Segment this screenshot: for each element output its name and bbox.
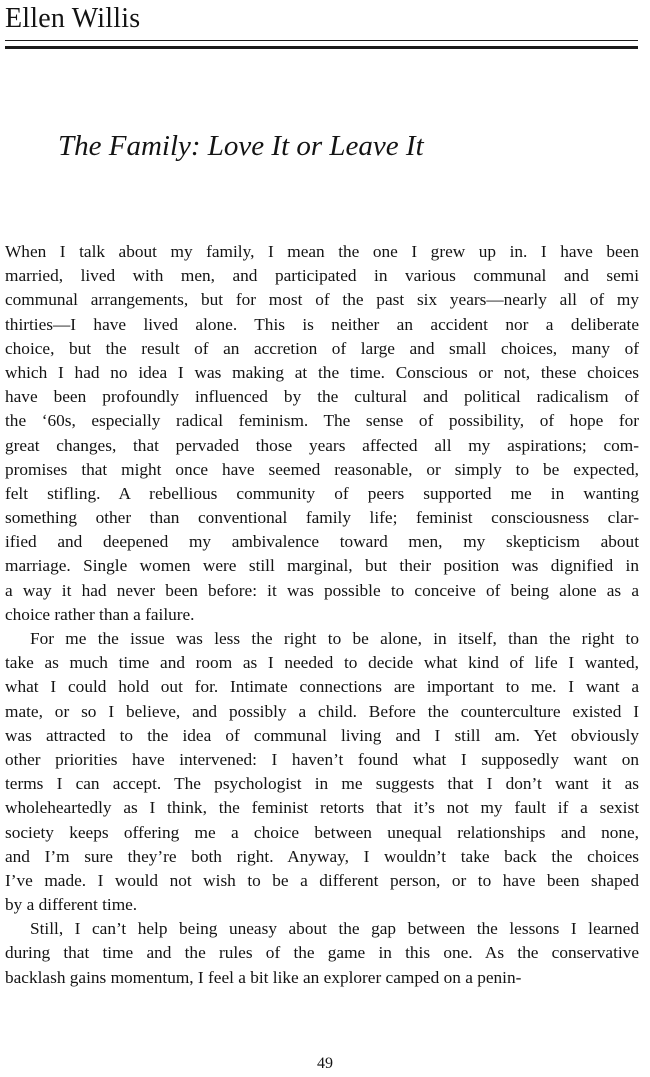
text-line: great changes, that pervaded those years affected all my aspirations; com- [5, 435, 639, 455]
text-line: backlash gains momentum, I feel a bit like an explorer camped on a penin- [5, 967, 522, 987]
running-head: Ellen Willis [5, 3, 141, 34]
text-line: When I talk about my family, I mean the one I grew up in. I have been [5, 242, 639, 261]
header-rule-thick [5, 46, 638, 49]
text-line: For me the issue was less the right to be alone, in itself, than the right to [30, 629, 639, 648]
text-line: wholeheartedly as I think, the feminist retorts that it’s not my fault if a sexist [5, 798, 639, 818]
text-line: and I’m sure they’re both right. Anyway, I wouldn’t take back the choices [5, 846, 639, 866]
text-line: terms I can accept. The psychologist in me suggests that I don’t want it as [5, 774, 639, 794]
text-line: by a different time. [5, 895, 138, 915]
header-rule-thin [5, 40, 638, 41]
text-line: felt stifling. A rebellious community of peers supported me in wanting [5, 483, 639, 503]
text-line: a way it had never been before: it was possible to conceive of being alone as a [5, 580, 639, 600]
text-line: choice rather than a failure. [5, 604, 195, 624]
text-line: other priorities have intervened: I haven’t found what I supposedly want on [5, 749, 639, 769]
text-line: which I had no idea I was making at the time. Conscious or not, these choices [5, 362, 639, 382]
text-line: was attracted to the idea of communal living and I still am. Yet obviously [5, 725, 639, 745]
text-line: promises that might once have seemed reasonable, or simply to be expected, [5, 459, 639, 479]
text-line: marriage. Single women were still marginal, but their position was dignified in [5, 556, 639, 576]
text-line: have been profoundly influenced by the cultural and political radicalism of [5, 387, 639, 407]
text-line: mate, or so I believe, and possibly a child. Before the counterculture existed I [5, 701, 639, 721]
text-line: society keeps offering me a choice between unequal relationships and none, [5, 822, 639, 842]
chapter-title: The Family: Love It or Leave It [58, 130, 424, 162]
page-number: 49 [317, 1055, 333, 1072]
text-line: take as much time and room as I needed to decide what kind of life I wanted, [5, 653, 639, 673]
text-line: I’ve made. I would not wish to be a different person, or to have been shaped [5, 870, 639, 890]
body-text [5, 240, 639, 990]
text-line: the ‘60s, especially radical feminism. The sense of possibility, of hope for [5, 411, 639, 431]
text-line: Still, I can’t help being uneasy about the gap between the lessons I learned [30, 919, 639, 939]
text-line: during that time and the rules of the game in this one. As the conservative [5, 943, 639, 963]
text-line: choice, but the result of an accretion of large and small choices, many of [5, 338, 639, 358]
text-line: ified and deepened my ambivalence toward men, my skepticism about [5, 532, 639, 552]
text-line: thirties—I have lived alone. This is neither an accident nor a deliberate [5, 314, 639, 334]
text-line: something other than conventional family life; feminist consciousness clar- [5, 508, 639, 528]
text-line: married, lived with men, and participated in various communal and semi [5, 266, 639, 286]
text-line: communal arrangements, but for most of the past six years—nearly all of my [5, 290, 639, 310]
text-line: what I could hold out for. Intimate connections are important to me. I want a [5, 677, 639, 697]
